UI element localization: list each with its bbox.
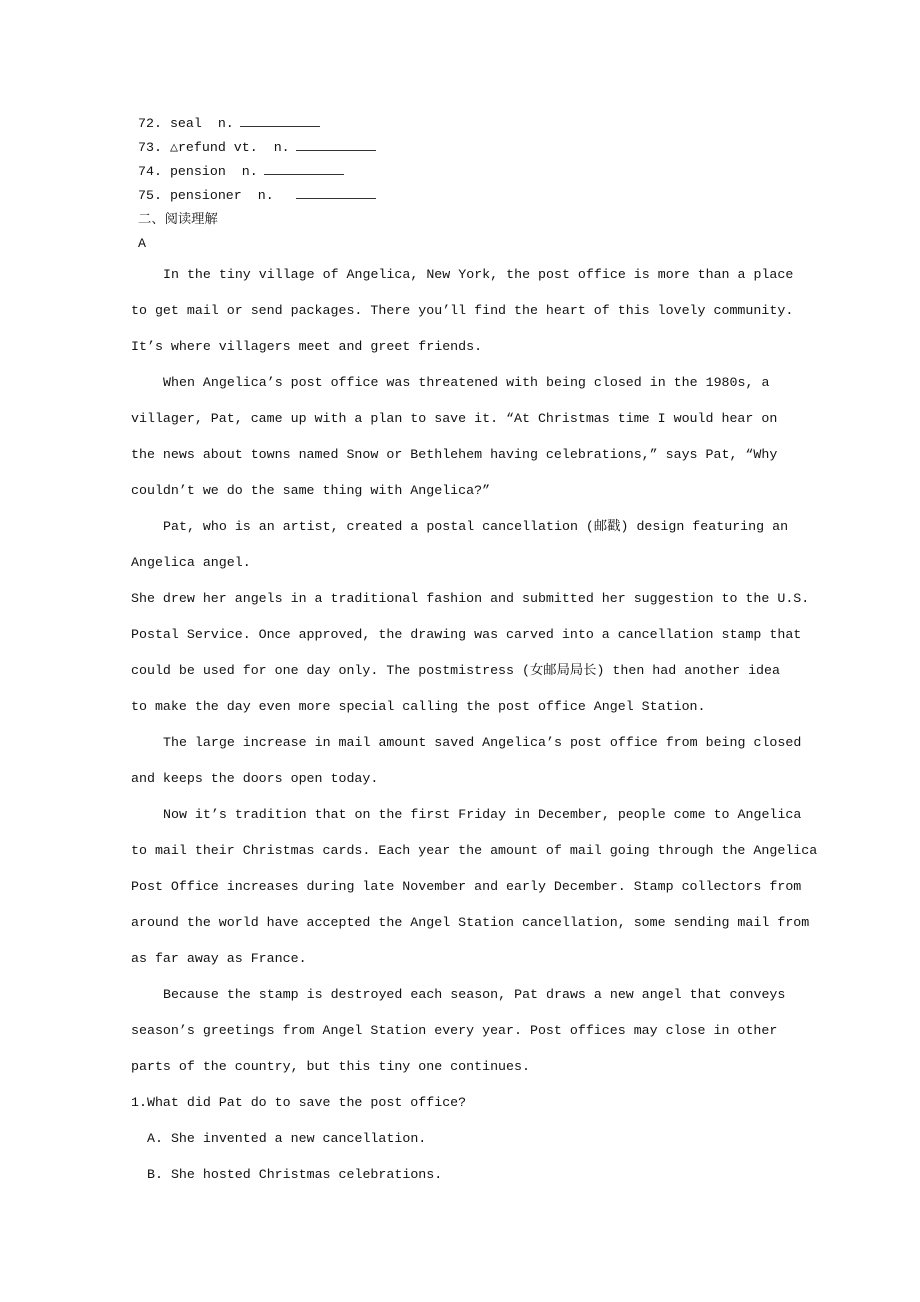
answer-blank[interactable] [296,184,376,199]
passage-line: and keeps the doors open today. [131,771,379,786]
section-heading: 二、阅读理解 [138,212,218,227]
passage-line: as far away as France. [131,951,307,966]
vocab-item [138,184,376,208]
passage-line: to get mail or send packages. There you’ll find the heart of this lovely community. [131,303,794,318]
passage-line: season’s greetings from Angel Station every year. Post offices may close in other [131,1023,778,1038]
question-text: 1.What did Pat do to save the post office? [131,1095,467,1110]
vocab-number: 73. [138,140,162,155]
passage-line: parts of the country, but this tiny one continues. [131,1059,530,1074]
vocab-word: pensioner n. [169,188,290,203]
passage-line: around the world have accepted the Angel Station cancellation, some sending mail from [131,915,810,930]
passage-label: A [138,236,146,251]
passage-line: When Angelica’s post office was threatened with being closed in the 1980s, a [163,375,770,390]
vocab-number: 74. [138,164,162,179]
answer-option: B. She hosted Christmas celebrations. [147,1167,443,1182]
passage-line: Angelica angel. [131,555,251,570]
reading-passage [131,257,851,1193]
passage-line: In the tiny village of Angelica, New York, the post office is more than a place [163,267,794,282]
passage-line: to mail their Christmas cards. Each year the amount of mail going through the Angelica [131,843,818,858]
vocab-number: 72. [138,116,162,131]
passage-line: She drew her angels in a traditional fashion and submitted her suggestion to the U.S. [131,591,810,606]
passage-line: could be used for one day only. The postmistress (女邮局局长) then had another idea [131,663,780,678]
answer-blank[interactable] [296,136,376,151]
answer-blank[interactable] [264,160,344,175]
passage-line: Postal Service. Once approved, the drawing was carved into a cancellation stamp that [131,627,802,642]
passage-line: It’s where villagers meet and greet friends. [131,339,483,354]
vocab-item [138,136,376,160]
answer-blank[interactable] [240,112,320,127]
passage-line: to make the day even more special calling the post office Angel Station. [131,699,706,714]
passage-line: villager, Pat, came up with a plan to save it. “At Christmas time I would hear on [131,411,778,426]
passage-line: couldn’t we do the same thing with Angelica?” [131,483,491,498]
passage-line: The large increase in mail amount saved Angelica’s post office from being closed [163,735,802,750]
passage-line: the news about towns named Snow or Bethlehem having celebrations,” says Pat, “Why [131,447,778,462]
vocab-word: seal n. [169,116,234,131]
passage-line: Now it’s tradition that on the first Friday in December, people come to Angelica [163,807,802,822]
vocabulary-list [138,112,376,256]
passage-line: Because the stamp is destroyed each season, Pat draws a new angel that conveys [163,987,786,1002]
vocab-word: pension n. [169,164,258,179]
passage-line: Post Office increases during late November and early December. Stamp collectors from [131,879,802,894]
answer-option: A. She invented a new cancellation. [147,1131,427,1146]
vocab-number: 75. [138,188,162,203]
vocab-word: △refund vt. n. [169,140,290,155]
passage-line: Pat, who is an artist, created a postal cancellation (邮戳) design featuring an [163,519,789,534]
vocab-item [138,160,376,184]
vocab-item [138,112,376,136]
